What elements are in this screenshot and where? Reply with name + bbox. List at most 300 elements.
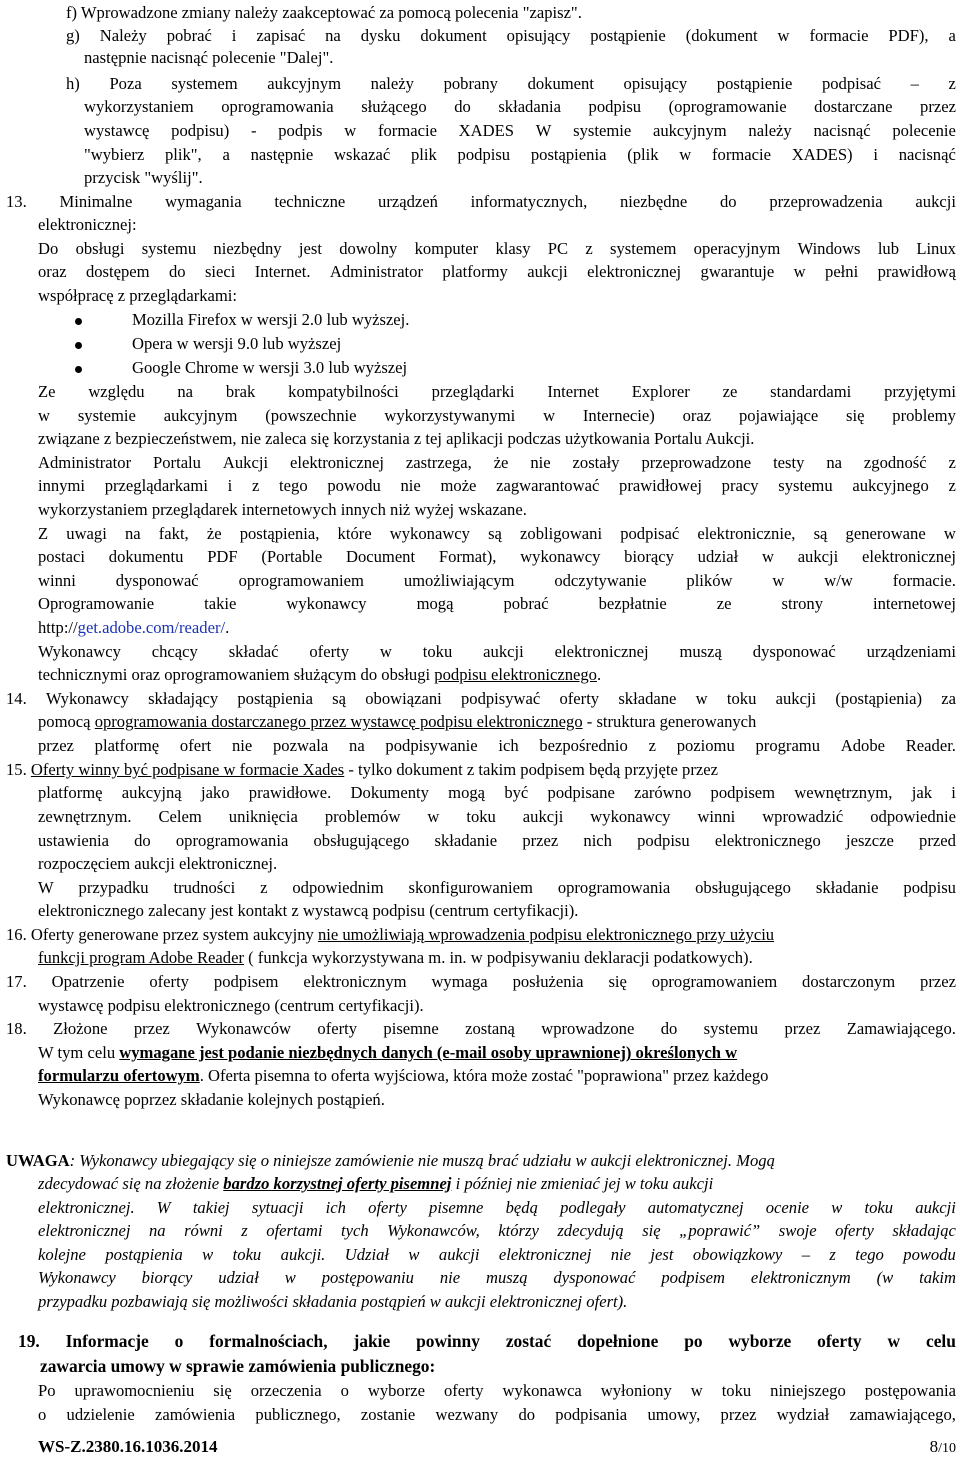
word: elektronicznej	[289, 453, 384, 472]
word: oferty	[817, 1331, 862, 1351]
word: do	[720, 192, 737, 211]
section-15-line4	[38, 830, 956, 852]
word: dopełnione	[577, 1331, 659, 1351]
word: podpisem	[213, 972, 279, 991]
browser-item: Google Chrome w wersji 3.0 lub wyższej	[132, 358, 408, 377]
word: oferty	[835, 1221, 874, 1240]
word: Udział	[344, 1245, 390, 1264]
word: wezwany	[435, 1405, 499, 1424]
word: nacisnąć	[813, 121, 871, 140]
word: oprogramowaniem	[651, 972, 778, 991]
word: i	[231, 26, 237, 45]
word: podpisu	[588, 97, 642, 116]
word: systemu	[778, 476, 833, 495]
word: testy	[773, 453, 805, 472]
word: po	[684, 1331, 703, 1351]
word: ofert	[179, 736, 212, 755]
bullet-icon	[75, 342, 82, 349]
word: toku	[726, 689, 757, 708]
word: posłużenia	[512, 972, 584, 991]
word: w	[679, 145, 692, 164]
word: publicznego,	[255, 1405, 341, 1424]
word: swoje	[778, 1221, 817, 1240]
word: poziomu	[676, 736, 735, 755]
word: internetowej	[873, 594, 956, 613]
word: a	[222, 145, 230, 164]
word: przypadku	[78, 878, 149, 897]
item-h-line2	[84, 96, 956, 118]
word: postępowaniu	[321, 1268, 414, 1287]
section-17-line2: wystawcę podpisu elektronicznego (centrum certyfikacji).	[38, 996, 424, 1015]
word: "wybierz	[84, 145, 145, 164]
word: ze	[716, 594, 732, 613]
word: oraz	[682, 406, 712, 425]
word: w	[284, 1268, 296, 1287]
word: plik	[410, 145, 437, 164]
word: strony	[781, 594, 823, 613]
word: przez	[522, 831, 559, 850]
word: składający	[148, 689, 219, 708]
word: uprawomocnieniu	[74, 1381, 195, 1400]
word: takiej	[192, 1198, 230, 1217]
word: wystawcę	[84, 121, 150, 140]
word: następnie	[250, 145, 314, 164]
word: -	[250, 121, 257, 140]
word: W	[535, 121, 552, 140]
section-14-line1	[6, 688, 956, 710]
section-13-line8: związane z bezpieczeństwem, nie zaleca się korzystania z tej aplikacji podczas użytkowania Portalu Aukcji.	[38, 429, 755, 448]
word: urządzeniami	[866, 642, 956, 661]
word: zdecydują	[557, 1221, 624, 1240]
word: oferty	[368, 1198, 407, 1217]
section-13-line4	[38, 261, 956, 283]
section-13-line14	[38, 570, 956, 592]
word: elektronicznej.	[38, 1198, 135, 1217]
word: w	[202, 1245, 214, 1264]
word: postaci	[38, 547, 86, 566]
word: przeprowadzenia	[769, 192, 883, 211]
word: tego	[855, 1245, 884, 1264]
word: jak	[911, 783, 933, 802]
word: w	[761, 547, 774, 566]
word: 14.	[6, 689, 27, 708]
word: XADES	[458, 121, 514, 140]
word: XADES)	[791, 145, 853, 164]
word: z	[948, 476, 956, 495]
word: Wykonawcy	[38, 642, 121, 661]
word: w	[887, 1331, 901, 1351]
word: pełni	[825, 262, 859, 281]
uwaga-line6	[38, 1267, 956, 1289]
word: brak	[225, 382, 256, 401]
word: udział	[697, 547, 739, 566]
section-13-line3	[38, 238, 956, 260]
word: mogą	[448, 783, 486, 802]
word: w	[344, 121, 357, 140]
word: plik",	[164, 145, 202, 164]
word: (w	[876, 1268, 894, 1287]
word: toku	[422, 642, 453, 661]
word: i	[873, 145, 878, 164]
word: 18.	[6, 1019, 27, 1038]
word: fakt,	[158, 524, 189, 543]
word: Internecie)	[582, 406, 655, 425]
word: zapisać	[256, 26, 306, 45]
word: podpisem	[710, 783, 776, 802]
word: postąpienia	[237, 689, 313, 708]
word: odpowiednim	[292, 878, 384, 897]
bullet-icon	[75, 318, 82, 325]
item-g-line1	[66, 25, 956, 47]
word: operacyjnym	[693, 239, 781, 258]
word: dysponować	[553, 1268, 636, 1287]
word: oprogramowaniem	[238, 571, 364, 590]
word: zostaną	[465, 1019, 515, 1038]
word: podpisem	[661, 1268, 725, 1287]
word: h)	[66, 74, 80, 93]
word: systemie	[77, 406, 136, 425]
word: opisujący	[506, 26, 571, 45]
word: ich	[325, 1198, 346, 1217]
section-18-line4: Wykonawcę poprzez składanie kolejnych postąpień.	[38, 1090, 385, 1109]
bullet-icon	[75, 366, 82, 373]
word: obsługi	[75, 239, 125, 258]
word: elektronicznej	[861, 547, 956, 566]
word: w	[943, 524, 956, 543]
uwaga-line1: UWAGA: Wykonawcy ubiegający się o niniejsze zamówienie nie muszą brać udziału w aukcji elektronicznej. Mogą	[6, 1151, 775, 1170]
word: podpis	[278, 121, 323, 140]
word: podpisane	[547, 783, 615, 802]
word: przez	[133, 1019, 170, 1038]
word: innymi	[38, 476, 86, 495]
word: Wykonawców,	[387, 1221, 480, 1240]
word: Do	[38, 239, 59, 258]
word: Informacje	[65, 1331, 149, 1351]
word: urządzeń	[378, 192, 438, 211]
word: aukcyjnego	[852, 476, 929, 495]
word: pozwala	[272, 736, 329, 755]
word: tego	[279, 476, 308, 495]
word: wprowadzone	[541, 1019, 635, 1038]
word: elektronicznej	[38, 1221, 131, 1240]
section-15-line5: rozpoczęciem aukcji elektronicznej.	[38, 854, 278, 873]
word: jako	[200, 783, 230, 802]
word: z	[648, 736, 656, 755]
word: Celem	[158, 807, 202, 826]
word: 17.	[6, 972, 27, 991]
section-13-line10	[38, 475, 956, 497]
word: Zamawiającego.	[846, 1019, 956, 1038]
word: klasy	[495, 239, 531, 258]
word: do	[134, 831, 151, 850]
uwaga-line5	[38, 1244, 956, 1266]
section-19-line2	[38, 1404, 956, 1426]
word: oraz	[38, 262, 67, 281]
section-13-line17	[38, 641, 956, 663]
word: o	[340, 1381, 349, 1400]
word: celu	[925, 1331, 956, 1351]
word: platformę	[38, 783, 103, 802]
word: (postąpienia)	[835, 689, 923, 708]
word: komputer	[414, 239, 479, 258]
word: z	[948, 453, 956, 472]
word: zostały	[572, 453, 620, 472]
item-h-line4	[84, 144, 956, 166]
word: umożliwiającym	[403, 571, 515, 590]
word: platformę	[94, 736, 160, 755]
word: orzeczenia	[250, 1381, 322, 1400]
word: przez	[38, 736, 74, 755]
word: jeszcze	[845, 831, 894, 850]
word: podpisu	[637, 831, 690, 850]
word: aukcyjną	[121, 783, 182, 802]
word: prawidłowe.	[248, 783, 332, 802]
section-17-line1	[6, 971, 956, 993]
word: zarówno	[634, 783, 692, 802]
word: w	[543, 406, 556, 425]
word: jest	[650, 1245, 674, 1264]
word: przeprowadzone	[641, 453, 752, 472]
word: Należy	[99, 26, 147, 45]
adobe-reader-link[interactable]: get.adobe.com/reader/	[77, 618, 226, 637]
word: pisemne	[383, 1019, 439, 1038]
word: dostarczane	[814, 97, 893, 116]
section-14-line3	[38, 735, 956, 757]
word: że	[206, 524, 222, 543]
word: dostępem	[85, 262, 150, 281]
word: (Portable	[261, 547, 323, 566]
word: dokument	[420, 26, 487, 45]
word: skonfigurowaniem	[408, 878, 533, 897]
section-13-line15	[38, 593, 956, 615]
word: składanie	[815, 878, 879, 897]
word: dowolny	[339, 239, 398, 258]
word: Explorer	[631, 382, 690, 401]
word: zostanie	[360, 1405, 416, 1424]
section-13-line2: elektronicznej:	[38, 215, 137, 234]
word: muszą	[486, 1268, 528, 1287]
word: automatycznej	[647, 1198, 744, 1217]
word: niniejszego	[770, 1381, 846, 1400]
section-19-heading	[18, 1330, 956, 1352]
word: Adobe	[840, 736, 885, 755]
word: 13.	[6, 192, 27, 211]
word: w	[408, 1245, 420, 1264]
uwaga-line4	[38, 1220, 956, 1242]
word: plików	[686, 571, 733, 590]
word: są	[813, 524, 828, 543]
word: uniknięcia	[228, 807, 298, 826]
word: wymagania	[165, 192, 242, 211]
word: aukcji	[775, 689, 817, 708]
word: umowy,	[647, 1405, 701, 1424]
word: wewnętrznym,	[794, 783, 893, 802]
word: kompatybilności	[288, 382, 399, 401]
word: nie	[400, 476, 421, 495]
word: opisujący	[623, 74, 688, 93]
word: formacie	[377, 121, 437, 140]
word: jest	[298, 239, 322, 258]
word: biorący	[624, 547, 674, 566]
word: z	[829, 1245, 836, 1264]
word: biorący	[141, 1268, 193, 1287]
word: PC	[547, 239, 569, 258]
uwaga-line7: przypadku pozbawiają się możliwości składania postąpień w aukcji elektronicznej ofert).	[38, 1292, 628, 1311]
word: Linux	[916, 239, 956, 258]
word: oferty	[149, 972, 189, 991]
item-h-line3	[84, 120, 956, 142]
word: Administrator	[38, 453, 132, 472]
word: Po	[38, 1381, 56, 1400]
word: przed	[919, 831, 956, 850]
word: elektronicznie,	[697, 524, 796, 543]
word: na	[349, 736, 365, 755]
section-13-line9	[38, 452, 956, 474]
word: wymaga	[431, 972, 488, 991]
word: problemy	[892, 406, 956, 425]
word: pojawiające	[738, 406, 819, 425]
word: nie	[231, 736, 253, 755]
word: Internet.	[254, 262, 311, 281]
word: że	[493, 453, 509, 472]
word: w	[777, 26, 790, 45]
word: (plik	[627, 145, 659, 164]
word: elektronicznym	[303, 972, 407, 991]
word: do	[454, 97, 471, 116]
word: standardami	[770, 382, 852, 401]
word: uwagi	[66, 524, 107, 543]
word: zagwarantować	[496, 476, 600, 495]
word: aukcji	[915, 192, 956, 211]
word: postępowania	[864, 1381, 956, 1400]
word: służącego	[361, 97, 427, 116]
word: powinny	[416, 1331, 480, 1351]
browser-item: Opera w wersji 9.0 lub wyższej	[132, 334, 342, 353]
word: kolejne	[38, 1245, 86, 1264]
word: muszą	[679, 642, 722, 661]
word: aukcji	[915, 1198, 956, 1217]
item-h-line1	[66, 73, 956, 95]
word: Opatrzenie	[51, 972, 125, 991]
word: aukcji	[483, 642, 524, 661]
word: z	[585, 239, 593, 258]
word: oferty	[317, 1019, 358, 1038]
word: są	[332, 689, 346, 708]
word: bezpłatnie	[598, 594, 667, 613]
word: platformy	[442, 262, 508, 281]
browser-item: Mozilla Firefox w wersji 2.0 lub wyższej.	[132, 310, 410, 329]
word: pobrać	[503, 594, 549, 613]
word: dokument	[527, 74, 594, 93]
word: obsługującego	[313, 831, 410, 850]
word: do	[660, 1019, 678, 1038]
word: oprogramowania	[221, 97, 334, 116]
word: aukcji	[522, 807, 564, 826]
word: (dokument	[685, 26, 758, 45]
section-13-line5: współpracę z przeglądarkami:	[38, 286, 238, 305]
word: będą	[505, 1198, 538, 1217]
word: na	[325, 26, 341, 45]
word: z	[948, 74, 956, 93]
word: podpisywać	[460, 689, 541, 708]
word: z	[260, 878, 268, 897]
section-13-line6	[38, 381, 956, 403]
word: (oprogramowanie	[668, 97, 787, 116]
word: odpowiednie	[870, 807, 956, 826]
word: w	[695, 689, 708, 708]
word: toku	[721, 1381, 752, 1400]
word: postąpienia	[530, 145, 607, 164]
word: Z	[38, 524, 49, 543]
word: mogą	[416, 594, 454, 613]
word: systemem	[610, 239, 677, 258]
word: zostać	[505, 1331, 552, 1351]
section-15-line3	[38, 806, 956, 828]
section-15-line7: elektronicznego zalecany jest kontakt z wystawcą podpisu (centrum certyfikacji).	[38, 901, 579, 920]
word: dysponować	[752, 642, 836, 661]
word: się	[846, 406, 865, 425]
word: dokumentu	[108, 547, 184, 566]
word: gwarantuje	[700, 262, 775, 281]
section-14-line2: pomocą oprogramowania dostarczanego przez wystawcę podpisu elektronicznego - struktura generowanych	[38, 712, 757, 731]
word: wyłoniony	[600, 1381, 672, 1400]
word: systemu	[703, 1019, 759, 1038]
word: zamówienia	[154, 1405, 236, 1424]
word: nie	[530, 453, 551, 472]
word: winni	[38, 571, 76, 590]
word: się	[608, 972, 627, 991]
word: aukcji	[438, 1245, 480, 1264]
word: bezpośrednio	[539, 736, 628, 755]
word: należy	[370, 74, 414, 93]
word: elektronicznej	[587, 262, 682, 281]
word: się	[642, 1221, 661, 1240]
word: na	[148, 1221, 166, 1240]
word: ze	[722, 382, 738, 401]
word: powodu	[327, 476, 381, 495]
word: W	[156, 1198, 171, 1217]
word: przez	[720, 1405, 757, 1424]
word: wykonawcy	[286, 594, 367, 613]
word: się	[213, 1381, 232, 1400]
section-19-heading-line2: zawarcia umowy w sprawie zamówienia publicznego:	[40, 1356, 436, 1376]
word: nie	[439, 1268, 461, 1287]
word: Format),	[438, 547, 497, 566]
word: 19.	[18, 1331, 40, 1351]
word: oprogramowania	[557, 878, 671, 897]
word: –	[910, 74, 919, 93]
word: techniczne	[274, 192, 346, 211]
item-g-line2: następnie nacisnąć polecenie "Dalej".	[84, 48, 334, 67]
word: postąpienia,	[239, 524, 320, 543]
section-13-line18: technicznymi oraz oprogramowaniem służącym do obsługi podpisu elektronicznego.	[38, 665, 602, 684]
word: aukcyjnym	[267, 74, 342, 93]
word: a	[948, 26, 956, 45]
document-reference: WS-Z.2380.16.1036.2014	[38, 1437, 218, 1456]
word: Aukcji	[222, 453, 269, 472]
word: udzielenie	[66, 1405, 135, 1424]
word: Wykonawców	[196, 1019, 292, 1038]
section-13-line7	[38, 405, 956, 427]
word: polecenie	[892, 121, 956, 140]
word: trudności	[173, 878, 236, 897]
word: nie	[610, 1245, 632, 1264]
word: udział	[218, 1268, 259, 1287]
word: Document	[345, 547, 416, 566]
word: wykonawca	[502, 1381, 582, 1400]
item-h-line5: przycisk "wyślij".	[84, 168, 203, 187]
word: elektronicznym	[750, 1268, 851, 1287]
